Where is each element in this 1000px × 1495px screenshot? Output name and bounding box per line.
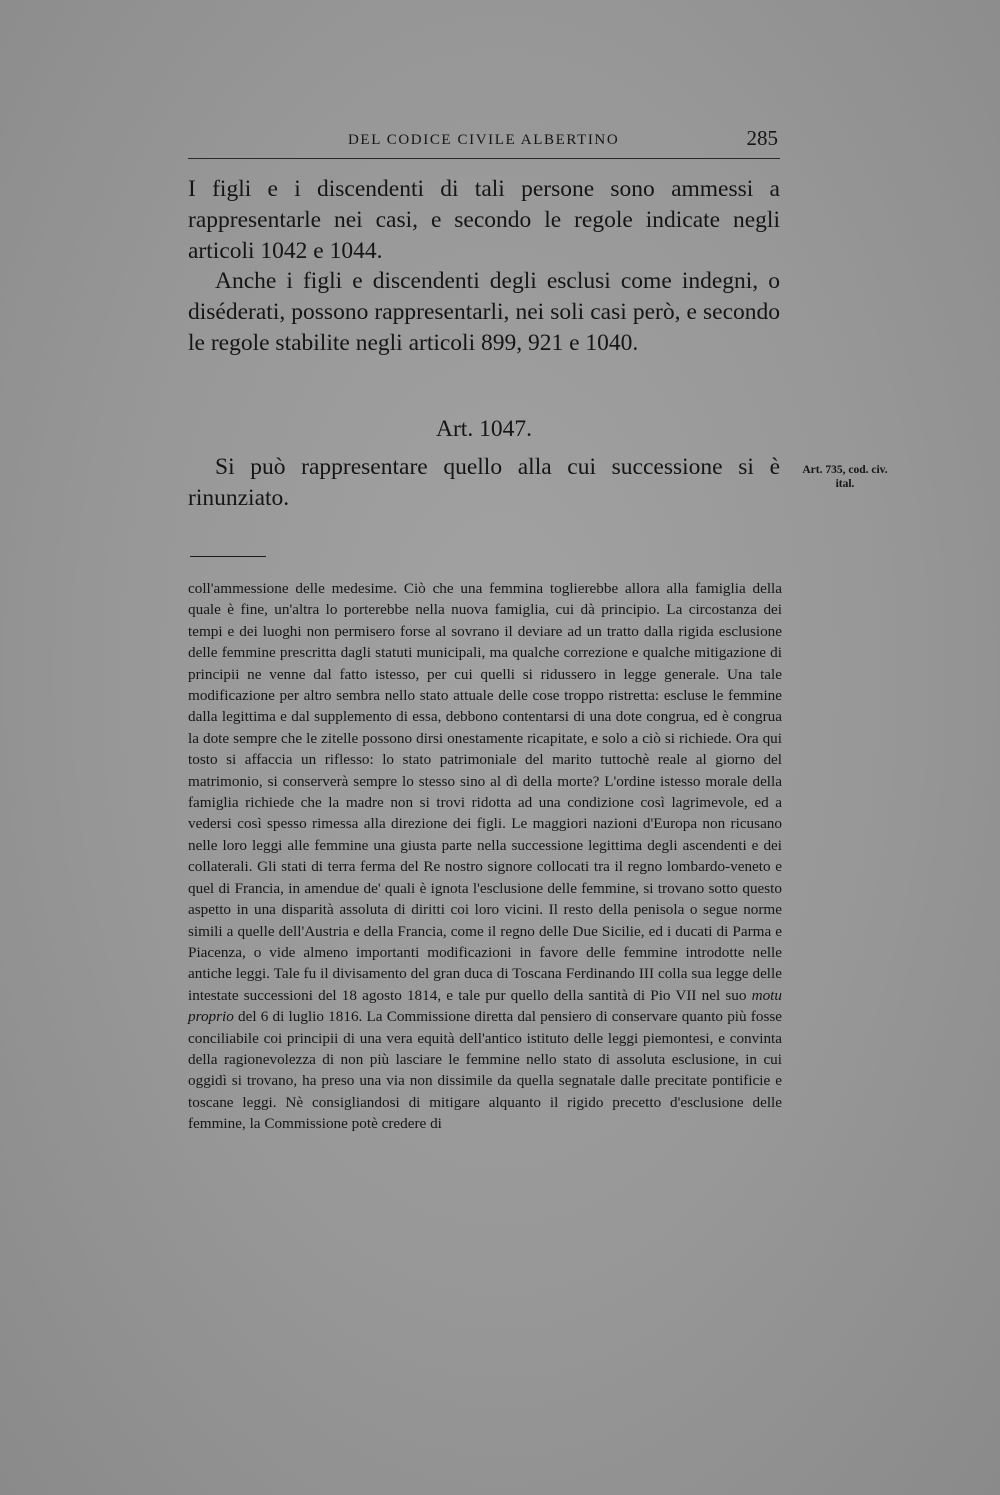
article-heading: Art. 1047.: [436, 416, 532, 442]
running-header: [188, 128, 780, 159]
footnote-text-part-1: coll'ammessione delle medesime. Ciò che una femmina toglierebbe allora alla famiglia della quale è fine, un'altra lo porterebbe nella nuova famiglia, cui dà principio. La circostanza dei tempi e dei luoghi non permisero forse al sovrano il deviare ad un tratto dalla rigida esclusione delle femmine prescritta dagli statuti municipali, ma qualche correzione e qualche mitigazione di principii ne venne dal fatto istesso, per cui quelli si ridussero in legge generale. Una tale modificazione per altro sembra nello stato attuale delle cose troppo ristretta: escluse le femmine dalla legittima e dal supplemento di essa, debbono contentarsi di una dote congrua, ed è congrua la dote sempre che le zitelle possono dirsi onestamente ricapitate, e solo a ciò si richiede. Ora qui tosto si affaccia un riflesso: lo stato patrimoniale del marito tuttochè reale al giorno del matrimonio, si conserverà sempre lo stesso sino al dì della morte? L'ordine istesso morale della famiglia richiede che la madre non si trovi ridotta ad una condizione così lagrimevole, ed a vedersi così spesso rimessa alla direzione dei figli. Le maggiori nazioni d'Europa non ricusano nelle loro leggi alle femmine una giusta parte nella successione legittima degli ascendenti e dei collaterali. Gli stati di terra ferma del Re nostro signore collocati tra il regno lombardo-veneto e quel di Francia, in amendue de' quali è ignota l'esclusione delle femmine, si trovano sotto questo aspetto in una disparità assoluta di diritti coi loro vicini. Il resto della penisola o segue norme simili a quelle dell'Austria e della Francia, come il regno delle Due Sicilie, ed i ducati di Parma e Piacenza, o vide almeno importanti modificazioni in favore delle femmine introdotte nelle antiche leggi. Tale fu il divisamento del gran duca di Toscana Ferdinando III colla sua legge delle intestate successioni del 18 agosto 1814, e tale pur quello della santità di Pio VII nel suo: [188, 580, 782, 1004]
running-title: DEL CODICE CIVILE ALBERTINO: [348, 132, 620, 148]
body-paragraph-2: Anche i figli e discendenti degli esclusi come indegni, o diséderati, possono rappresentarli, nei soli casi però, e secondo le regole stabilite negli articoli 899, 921 e 1040.: [188, 268, 780, 356]
margin-note: Art. 735, cod. civ. ital.: [802, 464, 888, 490]
body-paragraph-3: Si può rappresentare quello alla cui successione si è rinunziato.: [188, 454, 780, 511]
footnote-text-part-2: del 6 di luglio 1816. La Commissione diretta dal pensiero di conservare quanto più fosse conciliabile coi principii di una vera equità dell'antico istituto delle leggi piemontesi, e convinta della ragionevolezza di non più lasciare le femmine nello stato di assoluta esclusione, in cui oggidì si trovano, ha preso una via non dissimile da quella segnatale dalle precitate pontificie e toscane leggi. Nè consigliandosi di mitigare alquanto il rigido precetto d'esclusione delle femmine, la Commissione potè credere di: [188, 1008, 783, 1133]
page-number: 285: [746, 126, 778, 150]
footnote-italic-phrase: motu proprio: [188, 986, 782, 1026]
body-paragraph-1: I figli e i discendenti di tali persone sono ammessi a rappresentarle nei casi, e secondo le regole indicate negli articoli 1042 e 1044.: [188, 176, 780, 264]
footnote-text: [188, 578, 782, 1135]
footnote-divider: [190, 556, 266, 557]
